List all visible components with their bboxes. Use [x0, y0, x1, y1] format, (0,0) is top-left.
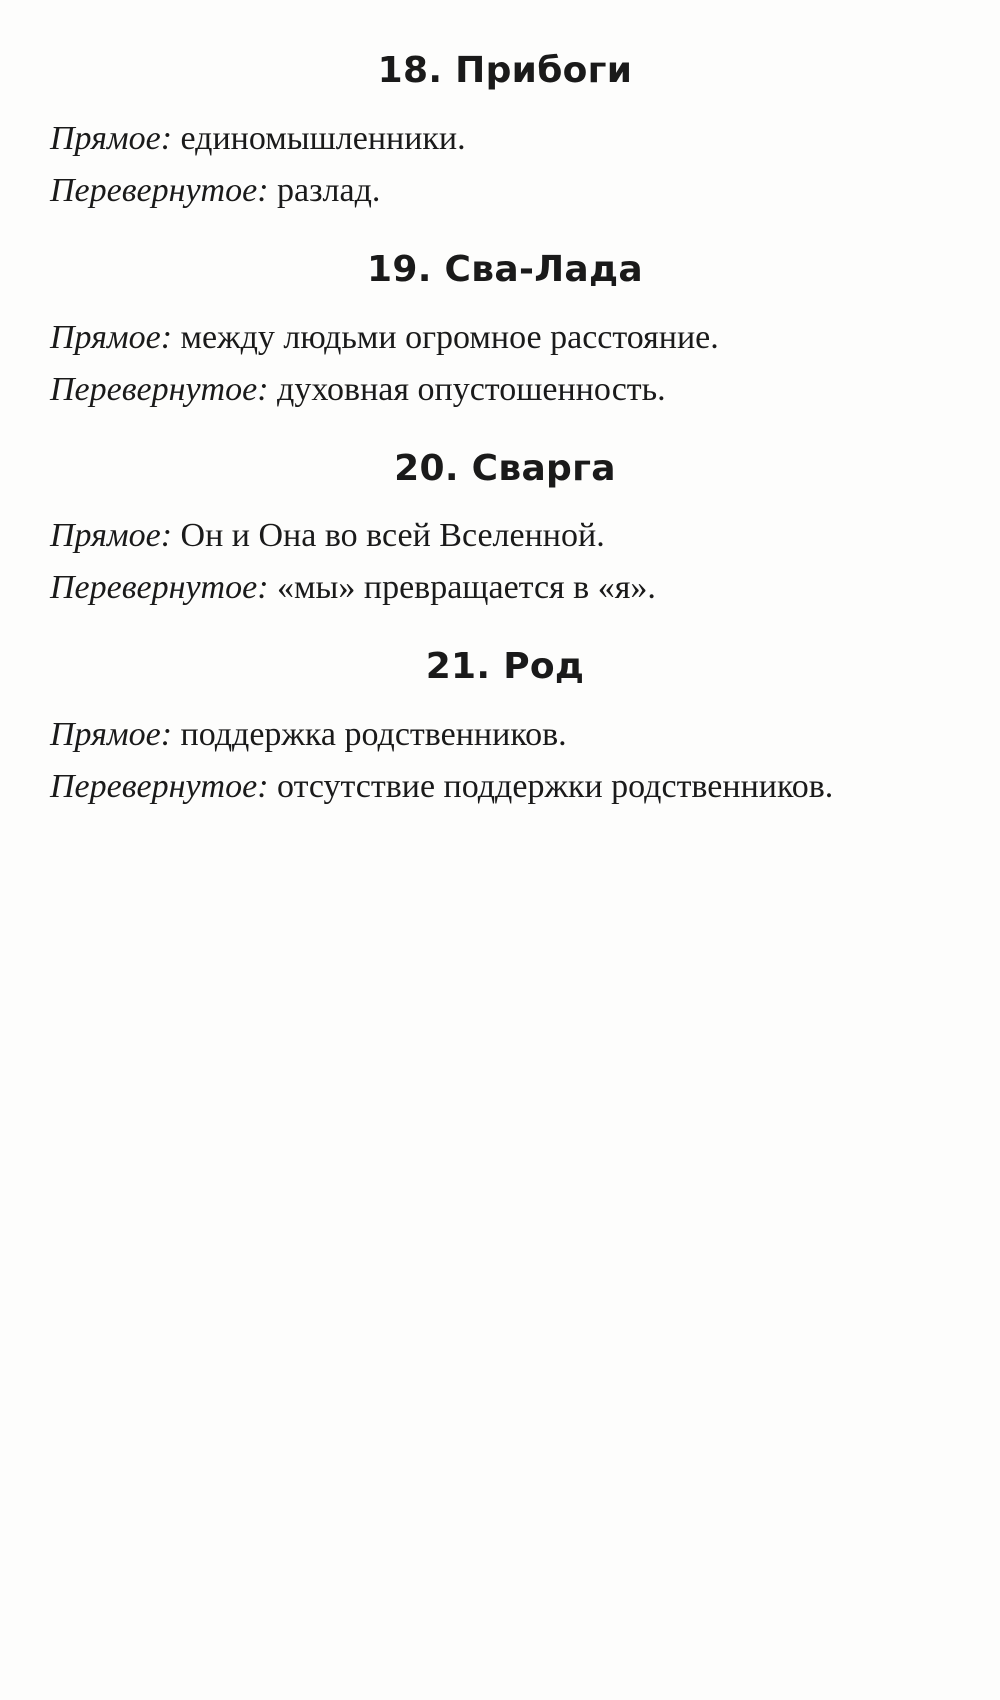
- entry-upright-line: [50, 312, 930, 364]
- reversed-text: «мы» превращается в «я».: [268, 569, 656, 607]
- upright-text: Он и Она во всей Вселенной.: [172, 517, 605, 555]
- entry-21: [50, 644, 930, 813]
- entry-upright-line: [50, 113, 930, 165]
- upright-text: между людьми огромное расстояние.: [172, 318, 719, 356]
- entry-title: 20. Сварга: [394, 447, 616, 489]
- upright-label: Прямое:: [50, 517, 173, 555]
- reversed-text: духовная опустошенность.: [268, 370, 666, 408]
- upright-label: Прямое:: [50, 318, 173, 356]
- entry-reversed-line: [50, 364, 930, 416]
- upright-text: единомышленники.: [172, 119, 466, 157]
- entry-reversed-line: [50, 562, 930, 614]
- entry-title: 21. Род: [425, 646, 585, 688]
- upright-text: поддержка родственников.: [172, 716, 567, 754]
- entry-upright-line: [50, 709, 930, 761]
- reversed-text: разлад.: [268, 171, 381, 209]
- upright-label: Прямое:: [50, 119, 173, 157]
- entry-title: 19. Сва-Лада: [367, 248, 643, 290]
- upright-label: Прямое:: [50, 716, 173, 754]
- reversed-label: Перевернутое:: [50, 768, 269, 806]
- entry-reversed-line: [50, 761, 930, 813]
- entry-18: [50, 48, 930, 217]
- entry-20: [50, 446, 930, 615]
- reversed-text: отсутствие поддержки родственников.: [268, 768, 834, 806]
- reversed-label: Перевернутое:: [50, 171, 269, 209]
- reversed-label: Перевернутое:: [50, 370, 269, 408]
- entry-reversed-line: [50, 165, 930, 217]
- reversed-label: Перевернутое:: [50, 569, 269, 607]
- entry-title: 18. Прибоги: [377, 50, 633, 91]
- entry-upright-line: [50, 510, 930, 562]
- entry-19: [50, 247, 930, 416]
